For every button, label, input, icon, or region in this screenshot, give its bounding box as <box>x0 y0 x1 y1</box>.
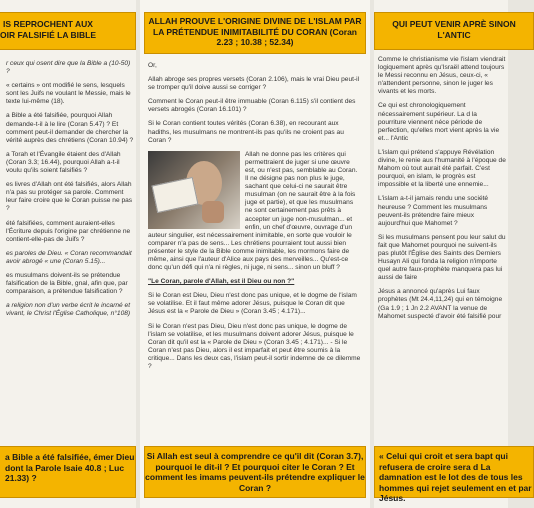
left-paragraph: es paroles de Dieu. « Coran recommandait avoir abrogé « une (Coran 5.15)... <box>6 249 132 265</box>
left-panel <box>0 0 136 508</box>
middle-paragraph: Si le Coran est Dieu, Dieu n'est donc pas unique, et le dogme de l'islam se volatilise. Et il faut même adorer Jésus, puisque le Coran dit que Jésus est la « Parole de Dieu » (Coran 3.45 ; 4.171)... <box>148 292 357 316</box>
right-paragraph: Si les musulmans pensent pou leur salut du fait que Mahomet pourquoi ne suivent-ils pas plutôt l'Église des Saints des Derniers Husayn Ali qui fonda la religion n'importe quel autre faux-prophète manquera pas lui aussi de faire <box>378 233 506 282</box>
middle-panel <box>140 0 370 508</box>
right-paragraph: L'islam qui prétend s'appuye Révélation divine, le renie aus l'humanité à l'époque de Mahom où tout aurait été parfait. C'est pourquoi, en islam, le progrès est impossible et la liberté une ennemie... <box>378 148 506 189</box>
right-paragraph: Comme le christianisme vie l'islam viendrait logiquement après qu'Israël attend toujours le Messi reconnu en Jésus, ceux-ci, « n'attendent personne, sinon le juger les vivants et les morts. <box>378 56 506 96</box>
left-paragraph: été falsifiées, comment auraient-elles l'Écriture depuis l'origine par chrétienne ne contient-elle-pas de Juifs ? <box>6 219 131 243</box>
left-paragraph: r ceux qui osent dire que la Bible a (10-50) ? <box>6 60 131 76</box>
left-body <box>6 60 134 324</box>
photo-hand <box>202 201 224 223</box>
middle-bottom-banner: Si Allah est seul à comprendre ce qu'il dit (Coran 3.7), pourquoi le dit-il ? Et pourquoi citer le Coran ? Et comment les imams peuvent-ils prétendre expliquer le Coran ? <box>144 446 366 498</box>
middle-top-banner: ALLAH PROUVE L'ORIGINE DIVINE DE L'ISLAM PAR LA PRÉTENDUE INIMITABILITÉ DU CORAN (Coran 2.23 ; 10.38 ; 52.34) <box>144 12 366 54</box>
right-top-banner: QUI PEUT VENIR APRÈ SINON L'ANTIC <box>374 12 534 50</box>
right-paragraph: Ce qui est chronologiquement nécessairement supérieur. La d la pourriture viennent néce période de perfection, qu'elles mort vient après la vie et... l'Antic <box>378 102 500 142</box>
middle-paragraph: Comment le Coran peut-il être immuable (Coran 6.115) s'il contient des versets abrogés (Coran 16.101) ? <box>148 98 356 114</box>
middle-paragraph: Allah abroge ses propres versets (Coran 2.106), mais le vrai Dieu peut-il se tromper qu'il doive aussi se corriger ? <box>148 76 360 92</box>
middle-heading: "Le Coran, parole d'Allah, est il Dieu ou non ?" <box>148 278 295 286</box>
right-panel <box>374 0 532 508</box>
right-paragraph: Jésus a annoncé qu'après Lui faux prophètes (Mt 24.4,11,24) qui en témoigne (Ga 1.9 ; 1 Jn 2.2 AVANT la venue de Mahomet suspecté d'avoir été falsifié pour <box>378 288 503 320</box>
book-icon <box>152 177 199 213</box>
left-bottom-banner: a Bible a été falsifiée, émer Dieu dont la Parole Isaie 40.8 ; Luc 21.33) ? <box>0 446 136 498</box>
right-bottom-banner: « Celui qui croit et sera bapt qui refusera de croire sera d La damnation est le lot des de tous les hommes qui rejet seulement en et par Jésus. <box>374 446 534 498</box>
left-paragraph: a Torah et l'Évangile étaient des d'Allah (Coran 3.3; 16.44), pourquoi Allah a-t-il voulu qu'ils soient falsifiés ? <box>6 150 121 175</box>
left-paragraph: a religion non d'un verbe écrit le incarné et vivant, le Christ l'Église Catholique, n°108) <box>6 302 131 318</box>
right-body <box>378 56 506 327</box>
middle-body <box>148 62 362 377</box>
middle-paragraph: Si le Coran contient toutes vérités (Coran 6.38), en recourant aux hadiths, les musulmans ne montrent-ils pas qu'ils ne croient pas au Coran ? <box>148 120 344 144</box>
middle-paragraph: Or, <box>148 62 157 69</box>
quran-reader-photo <box>148 151 240 229</box>
right-paragraph: L'islam a-t-il jamais rendu une société heureuse ? Comment les musulmans peuvent-ils prétendre faire mieux aujourd'hui que Mahomet ? <box>378 195 489 227</box>
left-top-banner: IS REPROCHENT AUX OIR FALSIFIÉ LA BIBLE <box>0 12 136 50</box>
left-paragraph: es livres d'Allah ont été falsifiés, alors Allah n'a pas su protéger sa parole. Comment leur faire croire que le Coran puisse ne pas ? <box>6 181 133 213</box>
middle-paragraph: Si le Coran n'est pas Dieu, Dieu n'est donc pas unique, le dogme de l'islam se volatilise, et les musulmans doivent adorer Jésus, puisque le Coran dit qu'il est la « Parole de Dieu » (Coran 3.45 ; 4.171)... - Si le Coran n'est pas Dieu, alors il est imparfait et peut être soumis à la critique... Dans les deux cas, l'islam peut-il sortir indemne de ce dilemme ? <box>148 322 361 370</box>
middle-paragraph: Allah ne donne pas les critères qui permettraient de juger si une œuvre est, ou n'est pas, semblable au Coran. Il ne désigne pas non plus le juge, sachant que celui-ci ne saurait être musulman (on ne saurait être à la fois juge et partie), et que les musulmans ne sont certainement pas prêts à accepter un juge non-musulman... et enfin, un chef d'œuvre, ouvrage d'un auteur singulier, est nécessairement inimitable, en sorte que vouloir le comparer n'a pas de sens... Les chrétiens pourraient tout aussi bien présenter le style de la Bible comme inimitable, les mormons faire de même, ainsi que l'auteur d'Alice aux pays des merveilles... Qu'est-ce donc qu'un défi qui n'a ni règles, ni juge, ni sens... sinon un bluff ? <box>148 150 358 272</box>
left-paragraph: es musulmans doivent-ils se prétendue falsification de la Bible, gnal, afin que, par comparaison, a prétendue falsification ? <box>6 271 128 296</box>
left-paragraph: a Bible a été falsifiée, pourquoi Allah demande-t-il à le lire (Coran 5.47) ? Et comment peut-il demander de chercher la vérité auprès des chrétiens (Coran 10.94) ? <box>6 112 134 144</box>
left-paragraph: « certains » ont modifié le sens, lesquels sont les Juifs ne voulant le Messie, mais le texte lui-même (18). <box>6 82 131 106</box>
